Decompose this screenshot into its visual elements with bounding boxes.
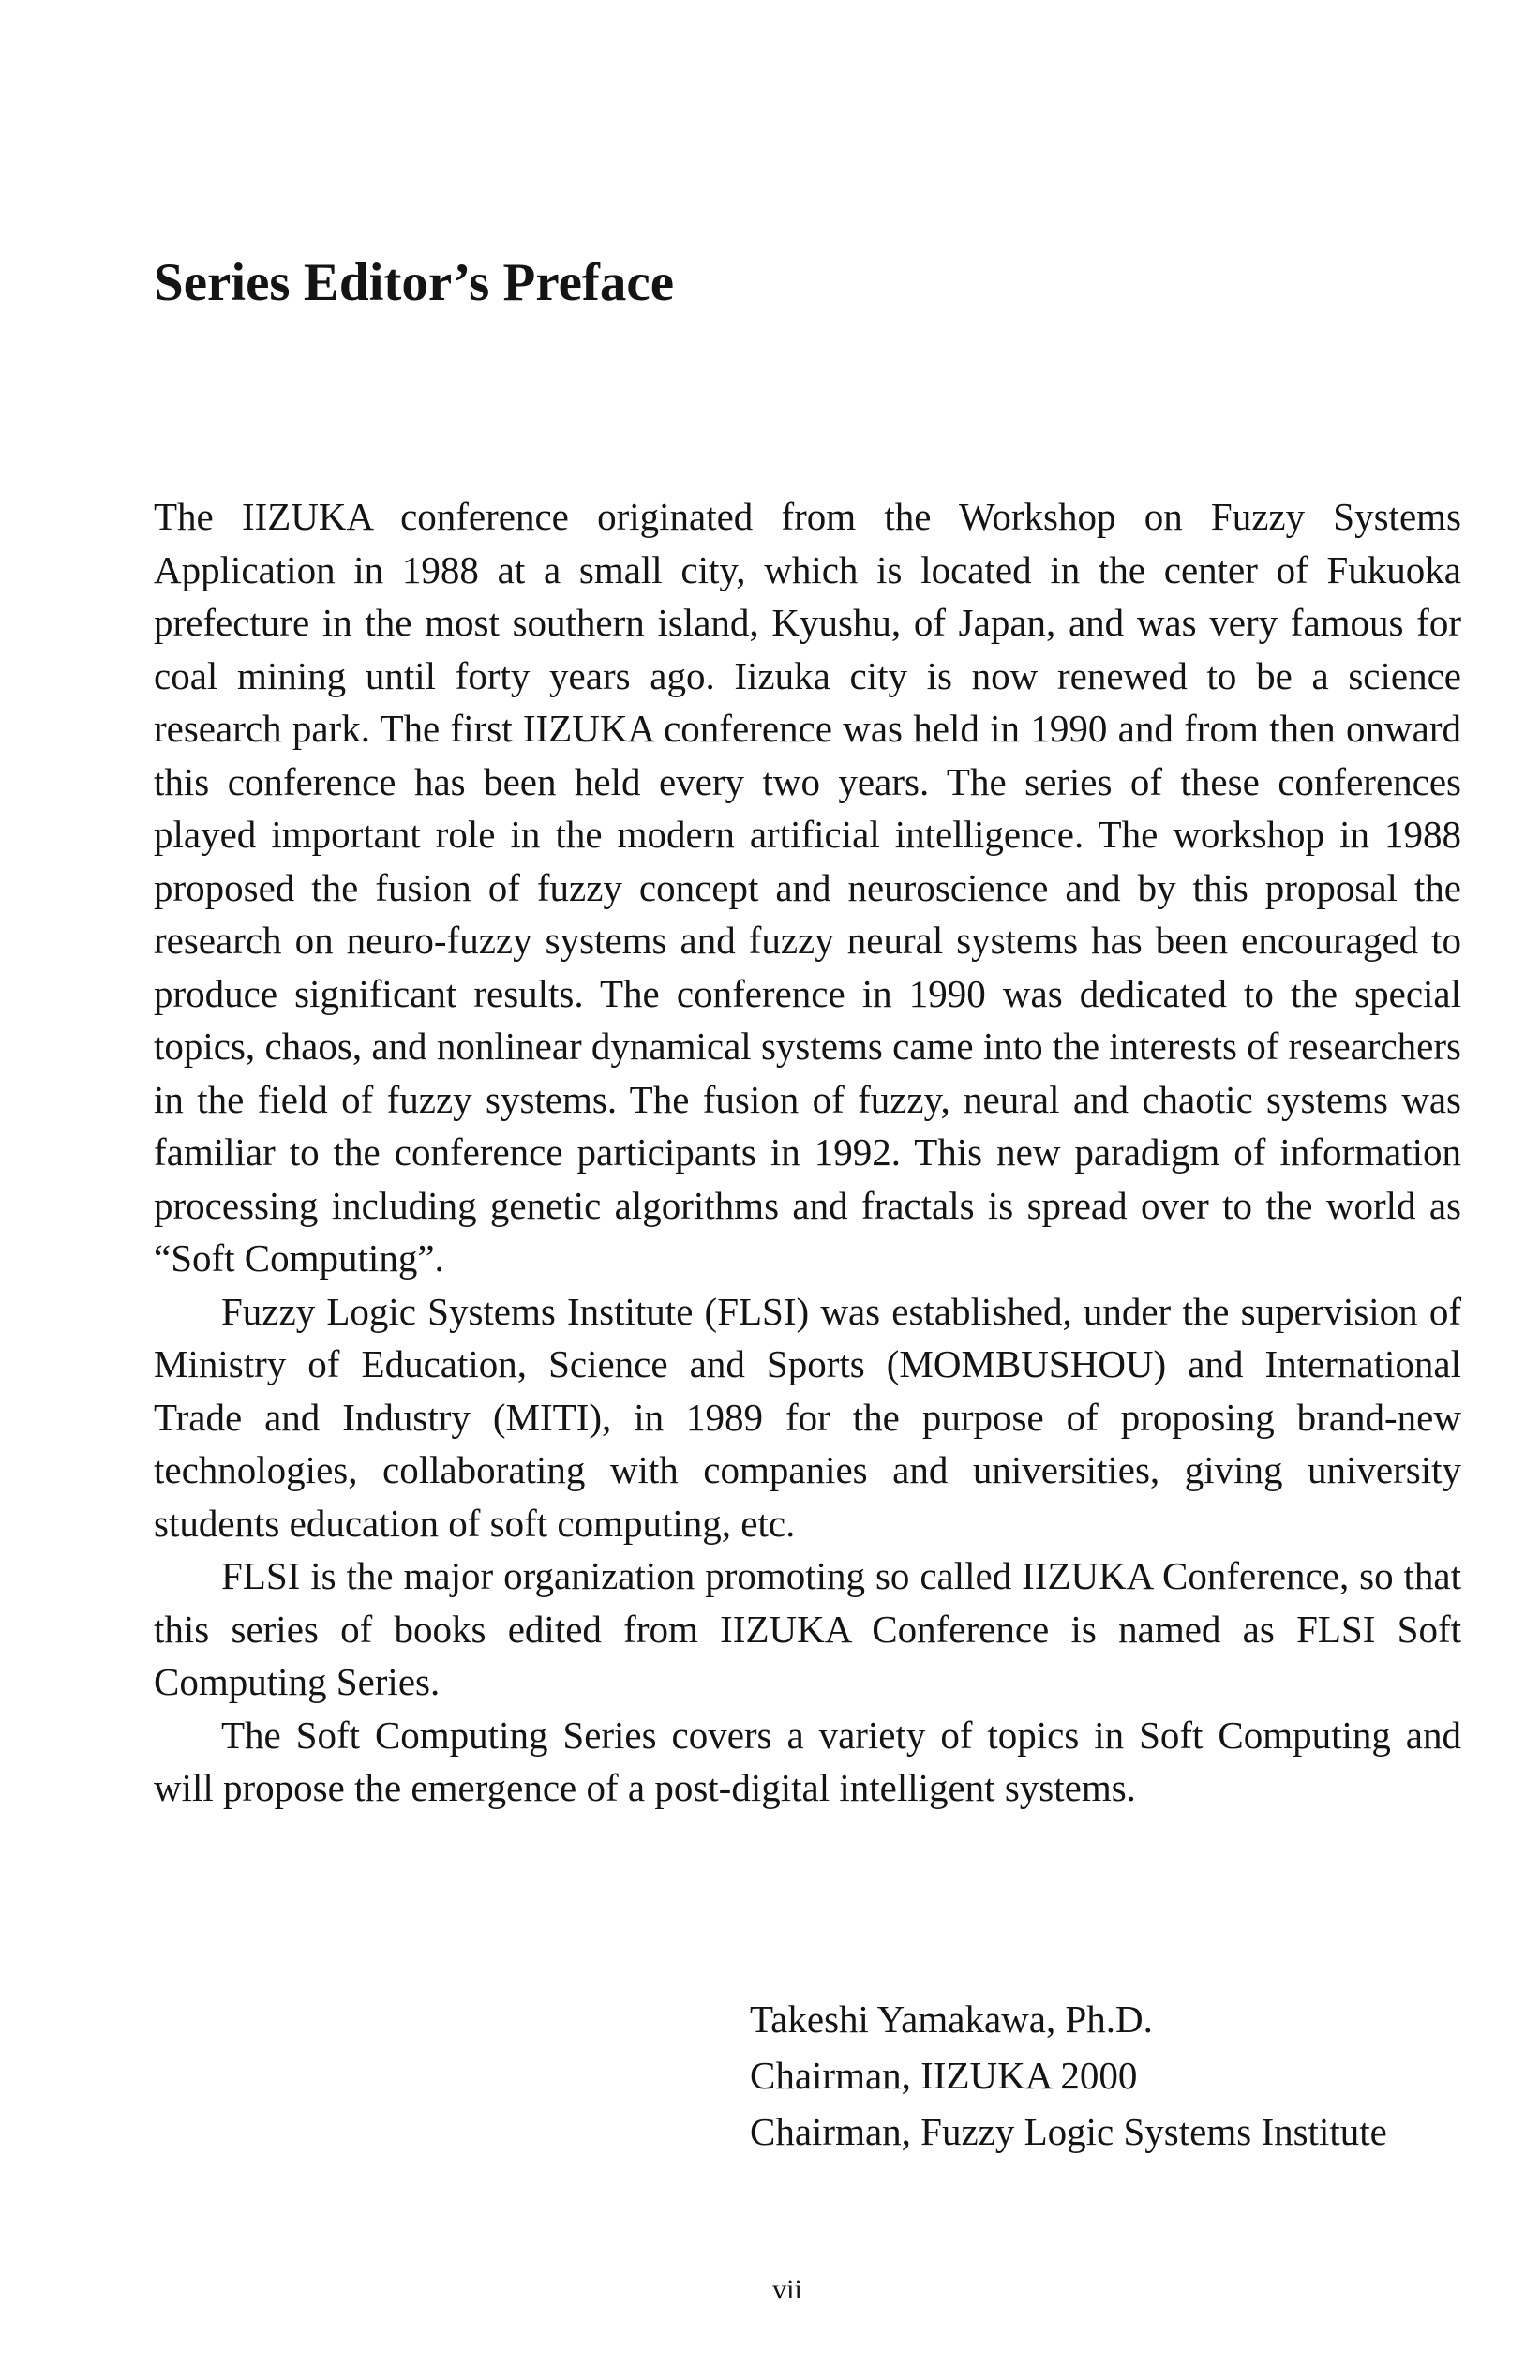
page-title: Series Editor’s Preface <box>154 253 674 312</box>
signature-role-flsi: Chairman, Fuzzy Logic Systems Institute <box>750 2110 1387 2153</box>
paragraph-2: Fuzzy Logic Systems Institute (FLSI) was established, under the supervision of Ministry of Education, Science and Sports (MOMBUSHOU) and International Trade and Industry (MITI), in 1989 for the purpose of proposing brand-new technologies, collaborating with companies and universities, giving university students education of soft computing, etc. <box>154 1289 1461 1545</box>
page-number: vii <box>772 2274 802 2305</box>
signature-block <box>750 1991 1387 2160</box>
paragraph-1: The IIZUKA conference originated from the Workshop on Fuzzy Systems Application in 1988 at a small city, which is located in the center of Fukuoka prefecture in the most southern island, Kyushu, of Japan, and was very famous for coal mining until forty years ago. Iizuka city is now renewed to be a science research park. The first IIZUKA conference was held in 1990 and from then onward this conference has been held every two years. The series of these conferences played important role in the modern artificial intelligence. The workshop in 1988 proposed the fusion of fuzzy concept and neuroscience and by this proposal the research on neuro-fuzzy systems and fuzzy neural systems has been encouraged to produce significant results. The conference in 1990 was dedicated to the special topics, chaos, and nonlinear dynamical systems came into the interests of researchers in the field of fuzzy systems. The fusion of fuzzy, neural and chaotic systems was familiar to the conference participants in 1992. This new paradigm of information processing including genetic algorithms and fractals is spread over to the world as “Soft Computing”. <box>154 495 1461 1280</box>
signature-name: Takeshi Yamakawa, Ph.D. <box>750 1998 1153 2041</box>
signature-role-iizuka: Chairman, IIZUKA 2000 <box>750 2054 1138 2097</box>
preface-body <box>154 490 1461 1815</box>
paragraph-3: FLSI is the major organization promoting so called IIZUKA Conference, so that this series of books edited from IIZUKA Conference is named as FLSI Soft Computing Series. <box>154 1554 1461 1703</box>
paragraph-4: The Soft Computing Series covers a variety of topics in Soft Computing and will propose the emergence of a post-digital intelligent systems. <box>154 1713 1461 1809</box>
